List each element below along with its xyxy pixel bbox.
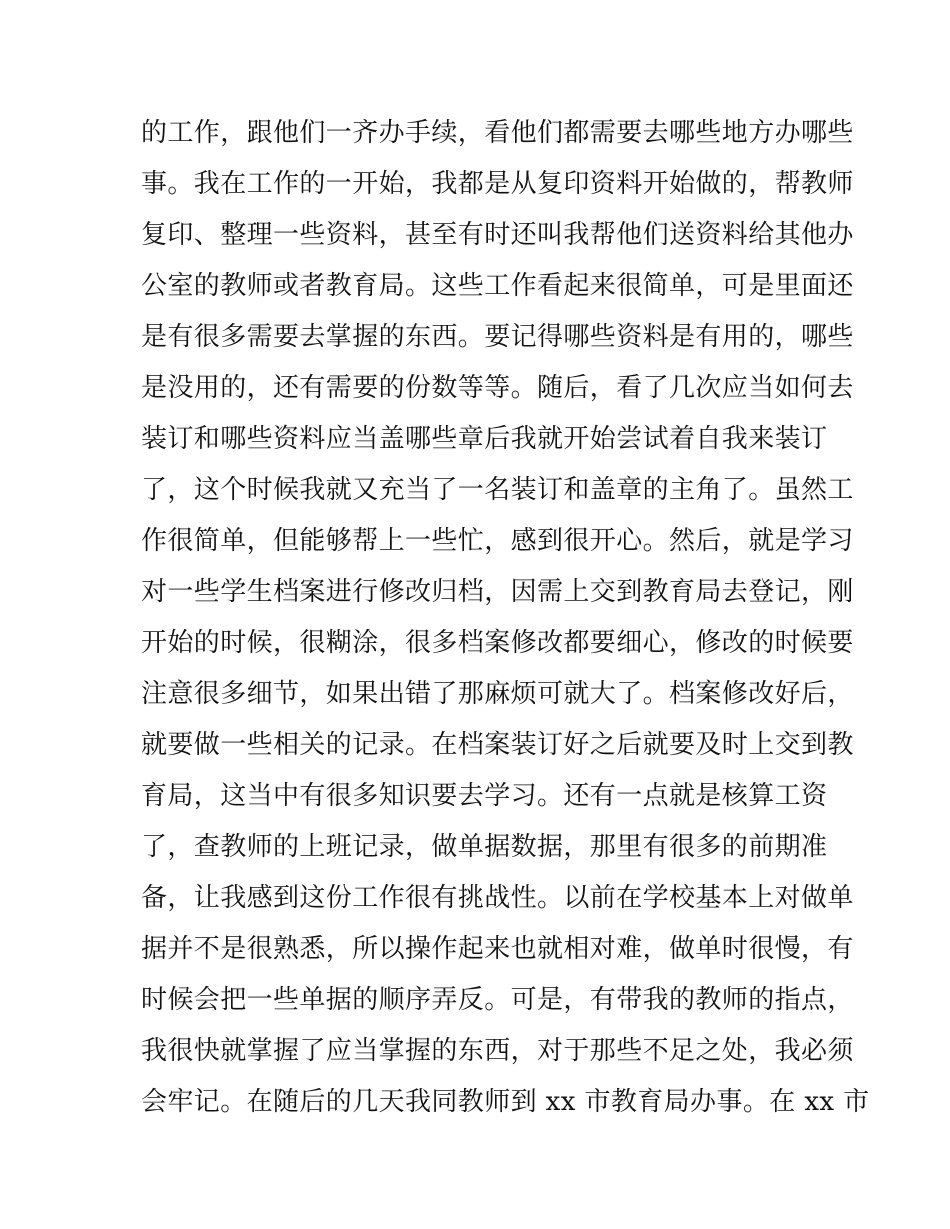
- text-line: 了，查教师的上班记录，做单据数据，那里有很多的前期准: [141, 832, 828, 862]
- text-line: 注意很多细节，如果出错了那麻烦可就大了。档案修改好后，: [141, 679, 854, 709]
- text-line: 是有很多需要去掌握的东西。要记得哪些资料是有用的，哪些: [141, 322, 854, 352]
- text-line: 作很简单，但能够帮上一些忙，感到很开心。然后，就是学习: [141, 526, 854, 556]
- text-line: 的工作，跟他们一齐办手续，看他们都需要去哪些地方办哪些: [141, 118, 854, 148]
- text-line: 据并不是很熟悉，所以操作起来也就相对难，做单时很慢，有: [141, 934, 854, 964]
- text-line: 装订和哪些资料应当盖哪些章后我就开始尝试着自我来装订: [141, 424, 828, 454]
- text-line: 就要做一些相关的记录。在档案装订好之后就要及时上交到教: [141, 730, 854, 760]
- text-line: 育局，这当中有很多知识要去学习。还有一点就是核算工资: [141, 781, 828, 811]
- text-line: 会牢记。在随后的几天我同教师到 xx 市教育局办事。在 xx 市: [141, 1087, 870, 1117]
- text-line: 复印、整理一些资料，甚至有时还叫我帮他们送资料给其他办: [141, 220, 854, 250]
- text-line: 事。我在工作的一开始，我都是从复印资料开始做的，帮教师: [141, 169, 854, 199]
- text-line: 是没用的，还有需要的份数等等。随后，看了几次应当如何去: [141, 373, 854, 403]
- text-line: 时候会把一些单据的顺序弄反。可是，有带我的教师的指点，: [141, 985, 854, 1015]
- text-line: 对一些学生档案进行修改归档，因需上交到教育局去登记，刚: [141, 577, 854, 607]
- text-line: 备，让我感到这份工作很有挑战性。以前在学校基本上对做单: [141, 883, 854, 913]
- text-line: 我很快就掌握了应当掌握的东西，对于那些不足之处，我必须: [141, 1036, 854, 1066]
- text-line: 开始的时候，很糊涂，很多档案修改都要细心，修改的时候要: [141, 628, 854, 658]
- text-line: 公室的教师或者教育局。这些工作看起来很简单，可是里面还: [141, 271, 854, 301]
- text-line: 了，这个时候我就又充当了一名装订和盖章的主角了。虽然工: [141, 475, 854, 505]
- body-text: [141, 108, 870, 1128]
